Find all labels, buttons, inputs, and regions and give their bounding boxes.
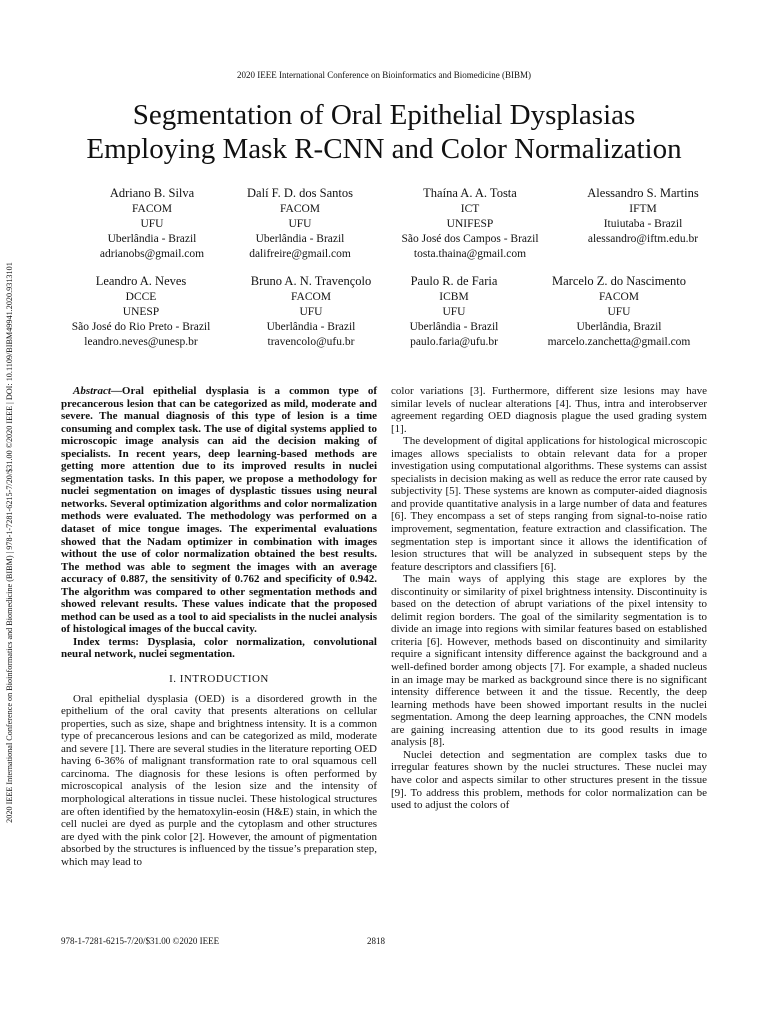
author-affiliation: FACOM — [598, 291, 640, 303]
paper-title — [0, 98, 768, 166]
author-affiliation: FACOM — [290, 291, 332, 303]
author-name: Paulo R. de Faria — [410, 274, 498, 288]
abstract-lead: Abstract — [73, 385, 111, 397]
author-name: Marcelo Z. do Nascimento — [552, 274, 686, 288]
author-affiliation: ICBM — [439, 291, 469, 303]
body-paragraph: The main ways of applying this stage are explores by the discontinuity or similarity of pixel brightness intensity. Discontinuity is based on the detection of abrupt variations of the pixel intensity to delimit region borders. The goal of the similarity segmentation is to divide an image into regions with similar features based on established criteria [6]. However, methods based on discontinuity and similarity require a significant intensity difference against the background and a well-defined border among objects [7]. For example, a shaded nucleus in an image may be marked as background since there is no significant intensity difference between it and the tissue. Recently, the deep learning methods have been showed important results in the nuclei segmentation. Among the deep learning approaches, the CNN models are gaining increasing attention due to its good results in image analysis [8]. — [391, 573, 707, 749]
author-affiliation: ICT — [460, 203, 480, 215]
author-email: leandro.neves@unesp.br — [84, 336, 198, 348]
author-location: Ituiutaba - Brazil — [603, 218, 683, 230]
author-email: adrianobs@gmail.com — [99, 248, 205, 260]
conference-header: 2020 IEEE International Conference on Bioinformatics and Biomedicine (BIBM) — [237, 70, 531, 80]
index-terms: Index terms: Dysplasia, color normalization, convolutional neural network, nuclei segmentation. — [61, 635, 377, 661]
author-affiliation: UNESP — [122, 306, 160, 318]
author-affiliation: UFU — [288, 218, 312, 230]
author-block — [36, 274, 246, 350]
author-affiliation: UFU — [140, 218, 164, 230]
page-number: 2818 — [367, 936, 385, 946]
author-affiliation: FACOM — [131, 203, 173, 215]
author-email: alessandro@iftm.edu.br — [587, 233, 699, 245]
author-email: tosta.thaina@gmail.com — [413, 248, 527, 260]
author-name: Adriano B. Silva — [109, 186, 195, 200]
author-name: Alessandro S. Martins — [587, 186, 699, 200]
body-paragraph: color variations [3]. Furthermore, different size lesions may have similar levels of nuclear alterations [4]. Thus, intra and interobserver agreement regarding OED diagnosis plague the used grading system [1]. — [391, 385, 707, 435]
right-column — [391, 385, 707, 812]
author-name: Dalí F. D. dos Santos — [247, 186, 353, 200]
author-email: dalifreire@gmail.com — [249, 248, 351, 260]
author-block — [380, 186, 560, 262]
author-location: Uberlândia - Brazil — [409, 321, 499, 333]
author-name: Bruno A. N. Travençolo — [250, 274, 372, 288]
body-paragraph: The development of digital applications for histological microscopic images allows specialists to obtain relevant data for a proper investigation using computational algorithms. These systems can assist specialists in decision making as well as reduce the error rate caused by subjectivity [5]. These systems are known as computer-aided diagnosis and provide quantitative analysis in a large number of data and features [6]. They encompass a set of steps ranging from signal-to-noise ratio improvement, segmentation, feature extraction and classification. The segmentation step is important since it allows the identification of lesion structures that will be analyzed in subsequent steps by the feature descriptors and classifiers [6]. — [391, 435, 707, 573]
footer-copyright: 978-1-7281-6215-7/20/$31.00 ©2020 IEEE — [61, 936, 220, 946]
author-email: paulo.faria@ufu.br — [410, 336, 498, 348]
author-name: Thaína A. A. Tosta — [423, 186, 517, 200]
title-line-1: Segmentation of Oral Epithelial Dysplasias — [132, 99, 636, 131]
author-affiliation: FACOM — [279, 203, 321, 215]
author-name: Leandro A. Neves — [95, 274, 187, 288]
author-affiliation: UFU — [299, 306, 323, 318]
abstract — [61, 385, 377, 636]
author-block — [210, 186, 390, 262]
body-paragraph: Nuclei detection and segmentation are complex tasks due to irregular features shown by the nuclei structures. These nuclei may have color and aspects similar to other structures present in the tissue [9]. To address this problem, methods for color normalization can be used to adjust the colors of — [391, 748, 707, 812]
author-location: Uberlândia - Brazil — [255, 233, 345, 245]
author-affiliation: UNIFESP — [446, 218, 494, 230]
author-location: Uberlândia, Brazil — [576, 321, 662, 333]
author-location: Uberlândia - Brazil — [266, 321, 356, 333]
author-affiliation: UFU — [607, 306, 631, 318]
author-affiliation: UFU — [442, 306, 466, 318]
intro-paragraph: Oral epithelial dysplasia (OED) is a disordered growth in the epithelium of the oral cavity that presents alterations on cellular properties, such as size, shape and brightness intensity. It is a common type of precancerous lesions and can be categorized as mild, moderate and severe [1]. There are several studies in the literature reporting OED having 6-36% of malignant transformation rate to oral squamous cell carcinoma. The diagnosis for these lesions is often performed by microscopical analysis of the lesion size and the intensity of morphological alterations in tissue nuclei. These histological structures are often identified by the hematoxylin-eosin (H&E) stain, in which the cell nuclei are dyed as purple and the cytoplasm and other structures are dyed with the pink color [2]. However, the amount of pigmentation absorbed by the structures is influenced by the tissue’s preparation step, which may lead to — [61, 692, 377, 868]
author-location: São José dos Campos - Brazil — [401, 233, 539, 245]
author-location: São José do Rio Preto - Brazil — [71, 321, 211, 333]
author-email: travencolo@ufu.br — [267, 336, 355, 348]
title-line-2: Employing Mask R-CNN and Color Normalization — [86, 133, 682, 165]
author-location: Uberlândia - Brazil — [107, 233, 197, 245]
section-heading: I. INTRODUCTION — [169, 673, 269, 686]
author-block — [553, 186, 733, 247]
abstract-text: —Oral epithelial dysplasia is a common type of precancerous lesion that can be categorized as mild, moderate and severe. The manual diagnosis of this type of lesion is a time consuming and complex task. The use of digital systems applied to microscopic image analysis can aid the decision making of specialists. In recent years, deep learning-based methods are getting more attention due to its improved results in nuclei segmentation tasks. In this paper, we propose a methodology for nuclei segmentation on images of dysplastic tissues using neural networks. Several optimization algorithms and color normalization methods were evaluated. The methodology was performed on a dataset of mice tongue images. The experimental evaluations showed that the Nadam optimizer in combination with images without the use of color normalization obtained the best results. The method was able to segment the images with an average accuracy of 0.887, the sensitivity of 0.762 and specificity of 0.942. The algorithm was compared to other segmentation methods and showed relevant results. These values indicate that the proposed method can be used as a tool to aid specialists in the nuclei analysis of histological images of the buccal cavity. — [61, 385, 377, 636]
doi-sidebar — [3, 185, 15, 900]
author-block — [515, 274, 723, 350]
left-column — [61, 385, 377, 868]
author-email: marcelo.zanchetta@gmail.com — [547, 336, 691, 348]
author-affiliation: DCCE — [125, 291, 157, 303]
doi-sidebar-text: 2020 IEEE International Conference on Bioinformatics and Biomedicine (BIBM) | 978-1-7281-6215-7/20/$31.00 ©2020 IEEE | DOI: 10.1109/BIBM49941.2020.9313101 — [4, 262, 14, 823]
author-affiliation: IFTM — [629, 203, 657, 215]
